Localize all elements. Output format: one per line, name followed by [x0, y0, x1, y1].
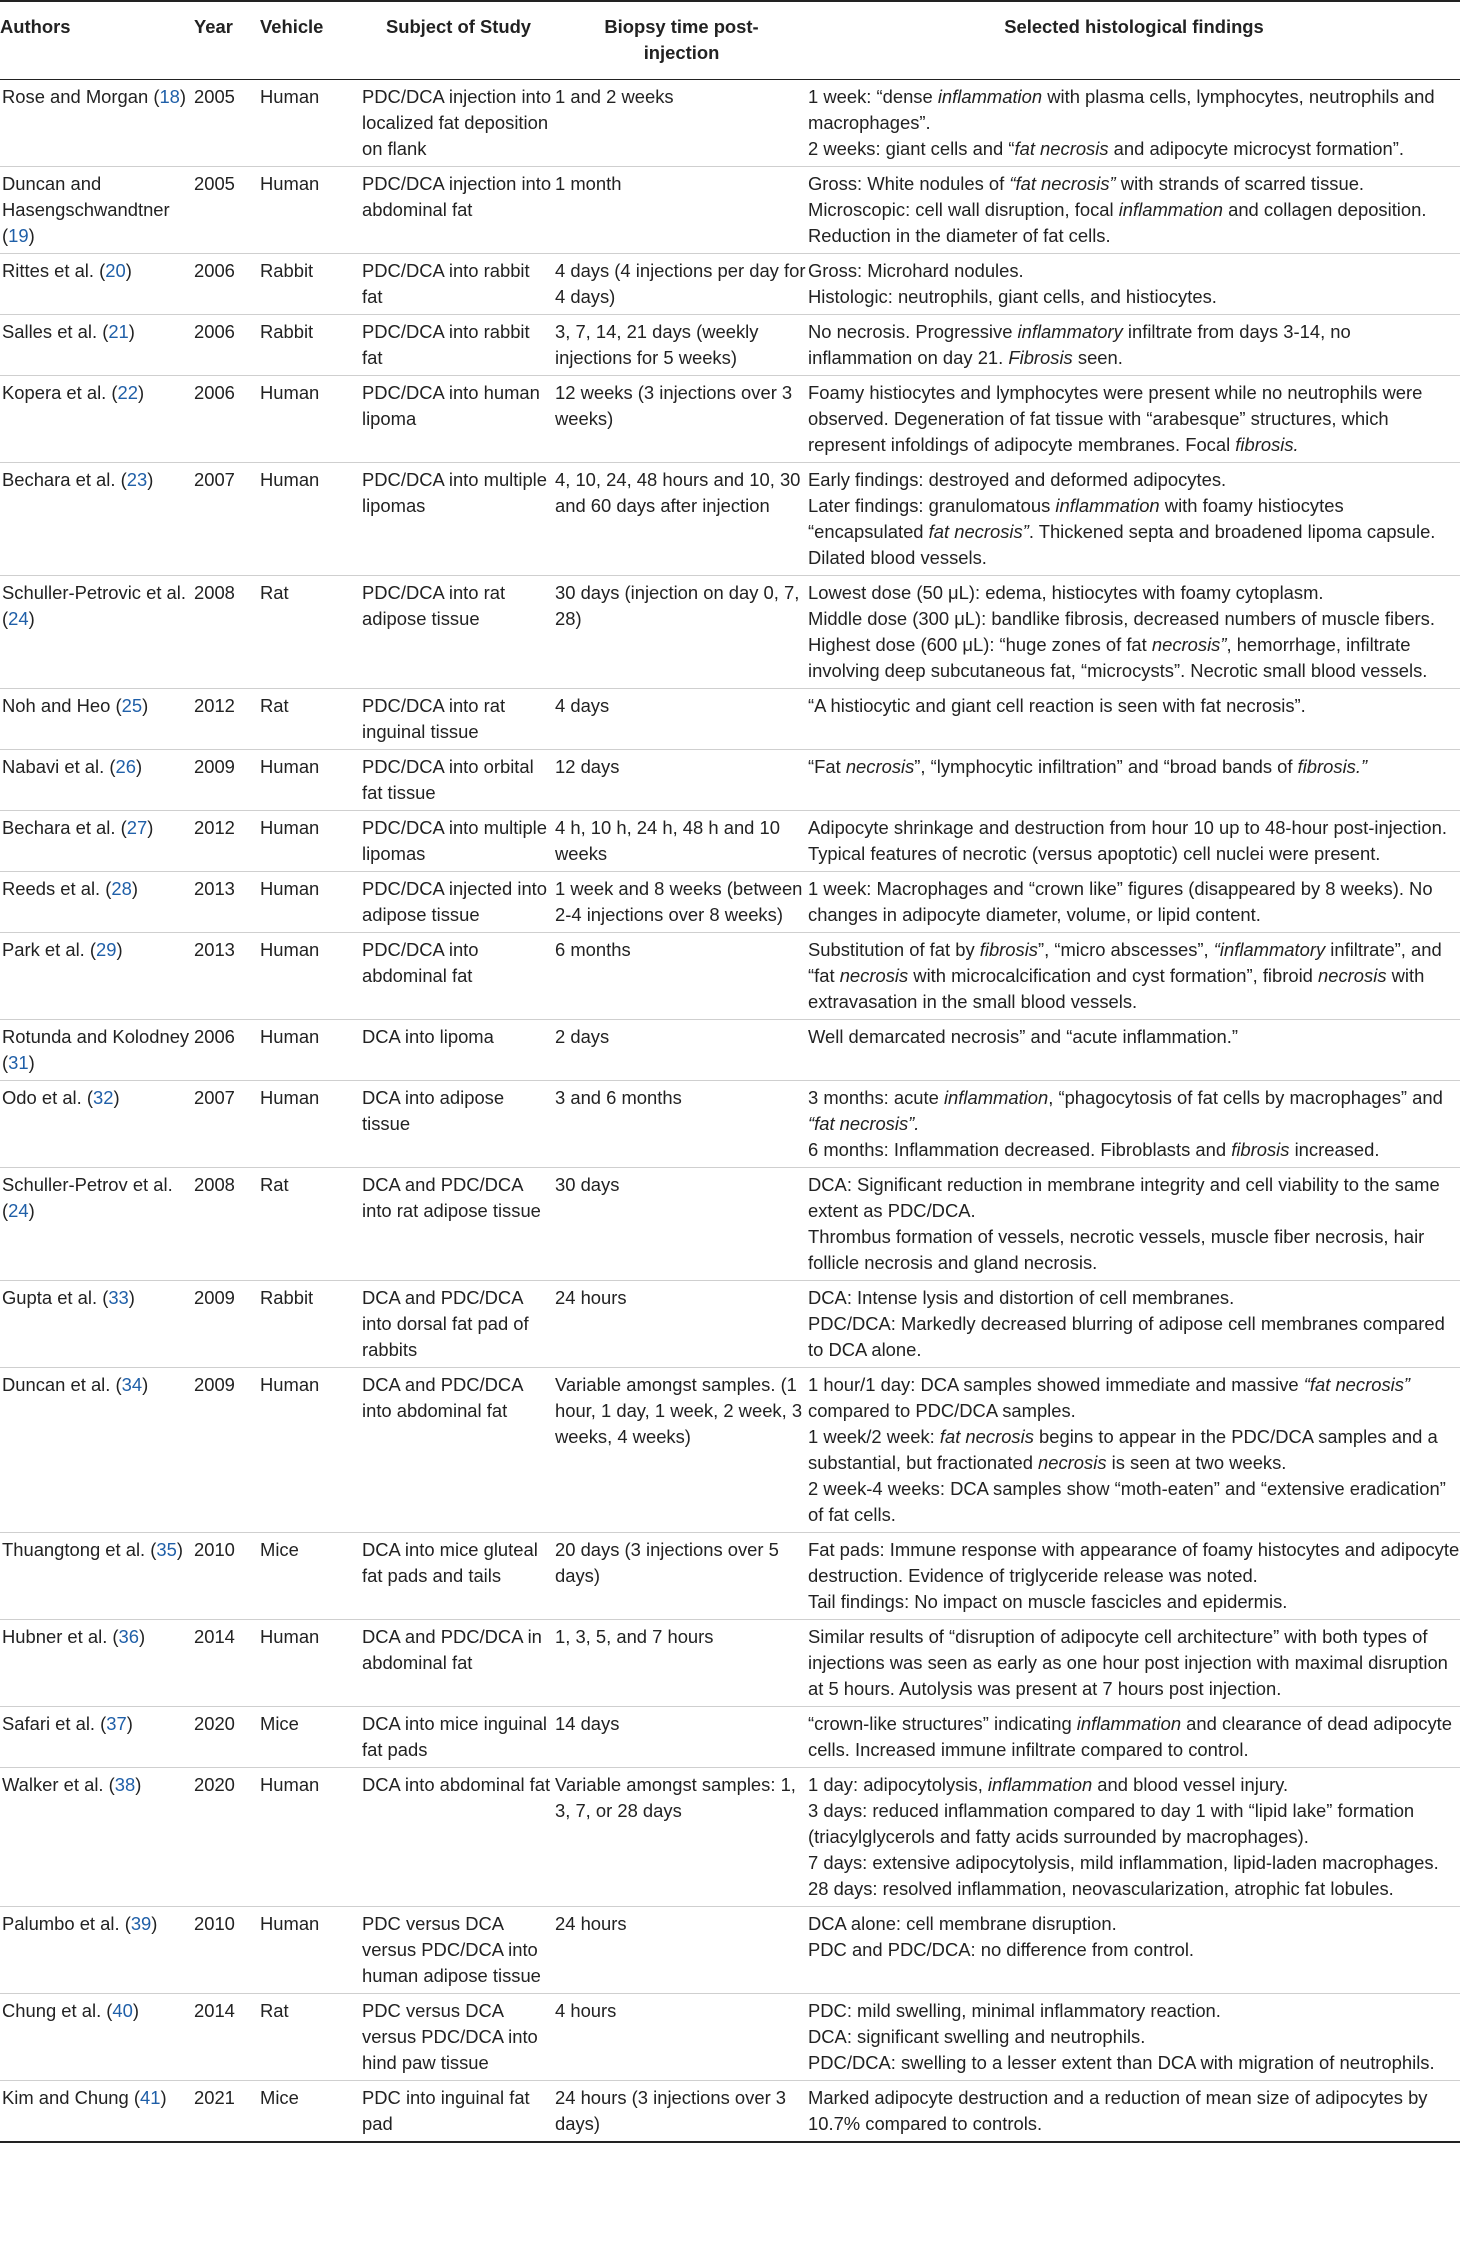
cell-authors: Chung et al. (40) [2, 2000, 140, 2021]
reference-link[interactable]: 39 [130, 1913, 152, 1934]
cell-year: 2012 [194, 695, 235, 716]
reference-link[interactable]: 40 [112, 2000, 133, 2021]
cell-authors: Reeds et al. (28) [2, 878, 138, 899]
cell-biopsy-time: 4 days [555, 695, 610, 716]
table-row [0, 1907, 1460, 1994]
finding-text: 6 months: Inflammation decreased. Fibroblasts and fibrosis increased. [808, 1139, 1380, 1160]
cell-findings [808, 1620, 1460, 1707]
cell-subject: PDC/DCA into multiple lipomas [362, 817, 547, 864]
author-text: Hubner et al. [2, 1626, 108, 1647]
author-text: Odo et al. [2, 1087, 82, 1108]
finding-text: 3 months: acute inflammation, “phagocytosis of fat cells by macrophages” and “fat necrosis”. [808, 1087, 1443, 1134]
cell-vehicle: Rat [260, 582, 289, 603]
cell-vehicle: Human [260, 382, 320, 403]
cell-vehicle: Human [260, 1087, 320, 1108]
finding-text: Microscopic: cell wall disruption, focal inflammation and collagen deposition. Reduction in the diameter of fat cells. [808, 199, 1427, 246]
cell-subject: PDC/DCA injected into adipose tissue [362, 878, 548, 925]
cell-vehicle: Human [260, 173, 320, 194]
cell-findings [808, 167, 1460, 254]
author-text: Kopera et al. [2, 382, 107, 403]
author-text: Thuangtong et al. [2, 1539, 146, 1560]
cell-authors: Odo et al. (32) [2, 1087, 120, 1108]
author-text: Rittes et al. [2, 260, 94, 281]
finding-text: Similar results of “disruption of adipocyte cell architecture” with both types of injections was seen as early as one hour post injection with maximal disruption at 5 hours. Autolysis was present at 7 hours post injection. [808, 1626, 1448, 1699]
finding-text: “crown-like structures” indicating inflammation and clearance of dead adipocyte cells. Increased immune infiltrate compared to control. [808, 1713, 1453, 1760]
cell-vehicle: Rat [260, 1174, 289, 1195]
finding-text: DCA alone: cell membrane disruption. [808, 1913, 1117, 1934]
finding-text: Marked adipocyte destruction and a reduction of mean size of adipocytes by 10.7% compared to controls. [808, 2087, 1428, 2134]
cell-year: 2014 [194, 2000, 235, 2021]
cell-authors: Palumbo et al. (39) [2, 1913, 158, 1934]
author-text: Gupta et al. [2, 1287, 98, 1308]
author-text: Bechara et al. [2, 469, 116, 490]
table-row [0, 376, 1460, 463]
table-row [0, 1020, 1460, 1081]
author-text: Rose and Morgan [2, 86, 149, 107]
cell-biopsy-time: 3, 7, 14, 21 days (weekly injections for 5 weeks) [555, 321, 759, 368]
reference-link[interactable]: 21 [108, 321, 129, 342]
reference-link[interactable]: 26 [115, 756, 136, 777]
finding-text: “A histiocytic and giant cell reaction is seen with fat necrosis”. [808, 695, 1306, 716]
cell-findings [808, 463, 1460, 576]
finding-text: 2 weeks: giant cells and “fat necrosis and adipocyte microcyst formation”. [808, 138, 1404, 159]
cell-subject: DCA into adipose tissue [362, 1087, 505, 1134]
reference-link[interactable]: 36 [118, 1626, 140, 1647]
cell-findings [808, 1281, 1460, 1368]
finding-text: DCA: significant swelling and neutrophils. [808, 2026, 1146, 2047]
cell-year: 2020 [194, 1774, 235, 1795]
finding-text: Lowest dose (50 μL): edema, histiocytes with foamy cytoplasm. [808, 582, 1324, 603]
cell-subject: DCA and PDC/DCA in abdominal fat [362, 1626, 542, 1673]
cell-findings [808, 2081, 1460, 2143]
cell-biopsy-time: 1 month [555, 173, 622, 194]
finding-text: Highest dose (600 μL): “huge zones of fat necrosis”, hemorrhage, infiltrate involving deep subcutaneous fat, “microcysts”. Necrotic small blood vessels. [808, 634, 1428, 681]
table-row [0, 1994, 1460, 2081]
reference-link[interactable]: 31 [8, 1052, 29, 1073]
cell-year: 2009 [194, 756, 235, 777]
cell-subject: PDC/DCA injection into localized fat deposition on flank [362, 86, 552, 159]
cell-authors: Schuller-Petrov et al. (24) [2, 1174, 173, 1221]
cell-vehicle: Human [260, 756, 320, 777]
finding-text: Fat pads: Immune response with appearance of foamy histocytes and adipocyte destruction. Evidence of triglyceride release was noted. [808, 1539, 1460, 1586]
finding-text: Foamy histiocytes and lymphocytes were present while no neutrophils were observed. Degeneration of fat tissue with “arabesque” structures, which represent infoldings of adipocyte membranes. Focal fibrosis. [808, 382, 1423, 455]
cell-authors: Rittes et al. (20) [2, 260, 132, 281]
author-text: Noh and Heo [2, 695, 111, 716]
cell-findings [808, 1907, 1460, 1994]
cell-biopsy-time: 20 days (3 injections over 5 days) [555, 1539, 779, 1586]
cell-subject: PDC/DCA into abdominal fat [362, 939, 479, 986]
cell-findings [808, 576, 1460, 689]
header-subject: Subject of Study [385, 16, 532, 37]
finding-text: 1 week: “dense inflammation with plasma cells, lymphocytes, neutrophils and macrophages”. [808, 86, 1435, 133]
cell-vehicle: Human [260, 1026, 320, 1047]
cell-year: 2008 [194, 582, 235, 603]
finding-text: Early findings: destroyed and deformed adipocytes. [808, 469, 1227, 490]
header-vehicle: Vehicle [260, 16, 324, 37]
cell-authors: Salles et al. (21) [2, 321, 135, 342]
finding-text: No necrosis. Progressive inflammatory infiltrate from days 3-14, no inflammation on day 21. Fibrosis seen. [808, 321, 1351, 368]
cell-subject: DCA into mice gluteal fat pads and tails [362, 1539, 538, 1586]
cell-subject: PDC/DCA into rabbit fat [362, 260, 530, 307]
table-row [0, 1368, 1460, 1533]
table-row [0, 1768, 1460, 1907]
cell-findings [808, 872, 1460, 933]
cell-biopsy-time: 30 days [555, 1174, 620, 1195]
author-text: Duncan and Hasengschwandtner [2, 173, 170, 220]
table-row [0, 750, 1460, 811]
finding-text: Middle dose (300 μL): bandlike fibrosis, decreased numbers of muscle fibers. [808, 608, 1435, 629]
finding-text: 1 week: Macrophages and “crown like” figures (disappeared by 8 weeks). No changes in adipocyte diameter, volume, or lipid content. [808, 878, 1433, 925]
cell-subject: PDC into inguinal fat pad [362, 2087, 530, 2134]
finding-text: PDC and PDC/DCA: no difference from control. [808, 1939, 1195, 1960]
reference-link[interactable]: 41 [140, 2087, 161, 2108]
table-row [0, 576, 1460, 689]
cell-year: 2007 [194, 469, 235, 490]
finding-text: 28 days: resolved inflammation, neovascularization, atrophic fat lobules. [808, 1878, 1394, 1899]
finding-text: 1 day: adipocytolysis, inflammation and blood vessel injury. [808, 1774, 1289, 1795]
cell-year: 2009 [194, 1374, 235, 1395]
cell-year: 2010 [194, 1539, 235, 1560]
cell-biopsy-time: 1 week and 8 weeks (between 2-4 injections over 8 weeks) [555, 878, 803, 925]
reference-link[interactable]: 22 [117, 382, 138, 403]
author-text: Schuller-Petrovic et al. [2, 582, 186, 603]
cell-subject: DCA and PDC/DCA into abdominal fat [362, 1374, 523, 1421]
cell-year: 2013 [194, 878, 235, 899]
cell-vehicle: Rabbit [260, 321, 314, 342]
author-text: Palumbo et al. [2, 1913, 120, 1934]
table-row [0, 1533, 1460, 1620]
finding-text: Tail findings: No impact on muscle fascicles and epidermis. [808, 1591, 1288, 1612]
header-authors: Authors [0, 16, 71, 37]
cell-authors: Duncan et al. (34) [2, 1374, 149, 1395]
cell-vehicle: Rabbit [260, 1287, 314, 1308]
finding-text: PDC: mild swelling, minimal inflammatory reaction. [808, 2000, 1221, 2021]
cell-biopsy-time: 4 days (4 injections per day for 4 days) [555, 260, 806, 307]
cell-vehicle: Rat [260, 2000, 289, 2021]
cell-authors: Thuangtong et al. (35) [2, 1539, 183, 1560]
cell-biopsy-time: 30 days (injection on day 0, 7, 28) [555, 582, 800, 629]
finding-text: Thrombus formation of vessels, necrotic vessels, muscle fiber necrosis, hair follicle necrosis and gland necrosis. [808, 1226, 1425, 1273]
reference-link[interactable]: 23 [126, 469, 148, 490]
table-row [0, 463, 1460, 576]
author-text: Rotunda and Kolodney [2, 1026, 190, 1047]
cell-vehicle: Human [260, 817, 320, 838]
finding-text: PDC/DCA: Markedly decreased blurring of adipose cell membranes compared to DCA alone. [808, 1313, 1445, 1360]
header-findings: Selected histological findings [1004, 16, 1264, 37]
cell-year: 2007 [194, 1087, 235, 1108]
header-year: Year [194, 16, 233, 37]
cell-subject: PDC/DCA into multiple lipomas [362, 469, 547, 516]
cell-authors: Walker et al. (38) [2, 1774, 142, 1795]
finding-text: DCA: Significant reduction in membrane integrity and cell viability to the same extent as PDC/DCA. [808, 1174, 1440, 1221]
cell-vehicle: Human [260, 86, 320, 107]
cell-biopsy-time: 6 months [555, 939, 631, 960]
cell-vehicle: Human [260, 939, 320, 960]
table-header-row [0, 1, 1460, 80]
cell-authors: Kopera et al. (22) [2, 382, 145, 403]
author-text: Park et al. [2, 939, 85, 960]
cell-findings [808, 1168, 1460, 1281]
cell-biopsy-time: 4, 10, 24, 48 hours and 10, 30 and 60 days after injection [555, 469, 801, 516]
cell-biopsy-time: 4 hours [555, 2000, 617, 2021]
finding-text: Later findings: granulomatous inflammation with foamy histiocytes “encapsulated fat necrosis”. Thickened septa and broadened lipoma capsule. Dilated blood vessels. [808, 495, 1436, 568]
cell-vehicle: Human [260, 469, 320, 490]
cell-subject: DCA into lipoma [362, 1026, 494, 1047]
cell-subject: DCA and PDC/DCA into rat adipose tissue [362, 1174, 541, 1221]
cell-year: 2021 [194, 2087, 235, 2108]
cell-authors: Rose and Morgan (18) [2, 86, 187, 107]
finding-text: PDC/DCA: swelling to a lesser extent than DCA with migration of neutrophils. [808, 2052, 1435, 2073]
reference-link[interactable]: 19 [8, 225, 29, 246]
cell-year: 2006 [194, 260, 235, 281]
cell-year: 2012 [194, 817, 235, 838]
cell-biopsy-time: 24 hours [555, 1287, 627, 1308]
cell-findings [808, 254, 1460, 315]
finding-text: 1 week/2 week: fat necrosis begins to appear in the PDC/DCA samples and a substantial, but fractionated necrosis is seen at two weeks. [808, 1426, 1438, 1473]
cell-vehicle: Rat [260, 695, 289, 716]
reference-link[interactable]: 32 [92, 1087, 114, 1108]
finding-text: Gross: White nodules of “fat necrosis” with strands of scarred tissue. [808, 173, 1365, 194]
finding-text: Gross: Microhard nodules. [808, 260, 1024, 281]
cell-year: 2005 [194, 173, 235, 194]
cell-year: 2006 [194, 321, 235, 342]
author-text: Duncan et al. [2, 1374, 111, 1395]
cell-vehicle: Human [260, 1774, 320, 1795]
author-text: Salles et al. [2, 321, 98, 342]
cell-findings [808, 1707, 1460, 1768]
reference-link[interactable]: 27 [126, 817, 148, 838]
cell-subject: PDC versus DCA versus PDC/DCA into human adipose tissue [362, 1913, 541, 1986]
cell-biopsy-time: Variable amongst samples: 1, 3, 7, or 28 days [555, 1774, 796, 1821]
finding-text: Substitution of fat by fibrosis”, “micro abscesses”, “inflammatory infiltrate”, and “fat necrosis with microcalcification and cyst formation”, fibroid necrosis with extravasation in the small blood vessels. [808, 939, 1442, 1012]
table-row [0, 80, 1460, 167]
table-body [0, 80, 1460, 2143]
cell-subject: DCA into mice inguinal fat pads [362, 1713, 548, 1760]
cell-authors: Schuller-Petrovic et al. (24) [2, 582, 186, 629]
cell-findings [808, 933, 1460, 1020]
author-text: Chung et al. [2, 2000, 102, 2021]
cell-year: 2010 [194, 1913, 235, 1934]
table-row [0, 1168, 1460, 1281]
author-text: Walker et al. [2, 1774, 104, 1795]
cell-subject: PDC/DCA injection into abdominal fat [362, 173, 552, 220]
cell-year: 2008 [194, 1174, 235, 1195]
cell-year: 2006 [194, 382, 235, 403]
cell-findings [808, 1020, 1460, 1081]
finding-text: 2 week-4 weeks: DCA samples show “moth-eaten” and “extensive eradication” of fat cells. [808, 1478, 1446, 1525]
reference-link[interactable]: 33 [108, 1287, 129, 1308]
table-row [0, 2081, 1460, 2143]
cell-findings [808, 1081, 1460, 1168]
cell-vehicle: Human [260, 1913, 320, 1934]
cell-findings [808, 1368, 1460, 1533]
cell-findings [808, 1994, 1460, 2081]
cell-year: 2009 [194, 1287, 235, 1308]
cell-subject: PDC versus DCA versus PDC/DCA into hind paw tissue [362, 2000, 538, 2073]
reference-link[interactable]: 18 [159, 86, 180, 107]
cell-year: 2020 [194, 1713, 235, 1734]
cell-authors: Noh and Heo (25) [2, 695, 149, 716]
reference-link[interactable]: 24 [8, 608, 29, 629]
table-row [0, 1081, 1460, 1168]
cell-vehicle: Human [260, 878, 320, 899]
cell-subject: PDC/DCA into rat adipose tissue [362, 582, 506, 629]
finding-text: 3 days: reduced inflammation compared to day 1 with “lipid lake” formation (triacylglycerols and fatty acids surrounded by macrophages). [808, 1800, 1415, 1847]
cell-authors: Park et al. (29) [2, 939, 123, 960]
table-row [0, 933, 1460, 1020]
reference-link[interactable]: 28 [111, 878, 132, 899]
author-text: Reeds et al. [2, 878, 101, 899]
finding-text: 7 days: extensive adipocytolysis, mild inflammation, lipid-laden macrophages. [808, 1852, 1439, 1873]
cell-findings [808, 1768, 1460, 1907]
reference-link[interactable]: 38 [114, 1774, 136, 1795]
cell-year: 2013 [194, 939, 235, 960]
cell-authors: Hubner et al. (36) [2, 1626, 146, 1647]
header-biopsy-time [555, 1, 808, 80]
cell-vehicle: Mice [260, 1713, 299, 1734]
cell-biopsy-time: 3 and 6 months [555, 1087, 682, 1108]
author-text: Bechara et al. [2, 817, 116, 838]
table-row [0, 1281, 1460, 1368]
cell-findings [808, 689, 1460, 750]
cell-authors: Bechara et al. (23) [2, 469, 154, 490]
cell-biopsy-time: 4 h, 10 h, 24 h, 48 h and 10 weeks [555, 817, 780, 864]
cell-year: 2006 [194, 1026, 235, 1047]
cell-vehicle: Human [260, 1626, 320, 1647]
reference-link[interactable]: 34 [121, 1374, 143, 1395]
reference-link[interactable]: 29 [96, 939, 117, 960]
cell-vehicle: Rabbit [260, 260, 314, 281]
cell-findings [808, 80, 1460, 167]
author-text: Schuller-Petrov et al. [2, 1174, 173, 1195]
reference-link[interactable]: 37 [106, 1713, 127, 1734]
cell-findings [808, 750, 1460, 811]
cell-findings [808, 1533, 1460, 1620]
cell-biopsy-time: 1, 3, 5, and 7 hours [555, 1626, 714, 1647]
finding-text: “Fat necrosis”, “lymphocytic infiltration” and “broad bands of fibrosis.” [808, 756, 1368, 777]
cell-subject: PDC/DCA into human lipoma [362, 382, 540, 429]
finding-text: DCA: Intense lysis and distortion of cell membranes. [808, 1287, 1235, 1308]
table-row [0, 1707, 1460, 1768]
cell-biopsy-time: 2 days [555, 1026, 610, 1047]
table-row [0, 254, 1460, 315]
finding-text: Well demarcated necrosis” and “acute inflammation.” [808, 1026, 1238, 1047]
cell-biopsy-time: Variable amongst samples. (1 hour, 1 day, 1 week, 2 week, 3 weeks, 4 weeks) [555, 1374, 803, 1447]
cell-findings [808, 811, 1460, 872]
finding-text: Adipocyte shrinkage and destruction from hour 10 up to 48-hour post-injection. Typical features of necrotic (versus apoptotic) cell nuclei were present. [808, 817, 1447, 864]
cell-subject: PDC/DCA into rabbit fat [362, 321, 530, 368]
cell-year: 2005 [194, 86, 235, 107]
reference-link[interactable]: 20 [105, 260, 126, 281]
cell-subject: DCA and PDC/DCA into dorsal fat pad of rabbits [362, 1287, 529, 1360]
reference-link[interactable]: 25 [121, 695, 143, 716]
cell-subject: PDC/DCA into rat inguinal tissue [362, 695, 506, 742]
author-text: Kim and Chung [2, 2087, 129, 2108]
cell-findings [808, 376, 1460, 463]
table-row [0, 811, 1460, 872]
table-row [0, 872, 1460, 933]
header-biopsy-time-text: Biopsy time post-injection [604, 16, 759, 63]
cell-vehicle: Human [260, 1374, 320, 1395]
cell-vehicle: Mice [260, 2087, 299, 2108]
cell-biopsy-time: 24 hours [555, 1913, 627, 1934]
cell-biopsy-time: 14 days [555, 1713, 620, 1734]
cell-authors: Bechara et al. (27) [2, 817, 154, 838]
cell-vehicle: Mice [260, 1539, 299, 1560]
finding-text: 1 hour/1 day: DCA samples showed immediate and massive “fat necrosis” compared to PDC/DCA samples. [808, 1374, 1411, 1421]
reference-link[interactable]: 24 [8, 1200, 29, 1221]
cell-year: 2014 [194, 1626, 235, 1647]
cell-subject: PDC/DCA into orbital fat tissue [362, 756, 534, 803]
finding-text: Histologic: neutrophils, giant cells, and histiocytes. [808, 286, 1217, 307]
cell-authors: Kim and Chung (41) [2, 2087, 167, 2108]
cell-findings [808, 315, 1460, 376]
cell-authors: Safari et al. (37) [2, 1713, 133, 1734]
table-row [0, 1620, 1460, 1707]
cell-authors: Duncan and Hasengschwandtner (19) [2, 173, 170, 246]
table-row [0, 315, 1460, 376]
cell-biopsy-time: 24 hours (3 injections over 3 days) [555, 2087, 787, 2134]
cell-biopsy-time: 12 weeks (3 injections over 3 weeks) [555, 382, 793, 429]
cell-subject: DCA into abdominal fat [362, 1774, 551, 1795]
table-row [0, 167, 1460, 254]
author-text: Nabavi et al. [2, 756, 105, 777]
cell-biopsy-time: 12 days [555, 756, 620, 777]
cell-authors: Gupta et al. (33) [2, 1287, 135, 1308]
cell-biopsy-time: 1 and 2 weeks [555, 86, 674, 107]
cell-authors: Rotunda and Kolodney (31) [2, 1026, 190, 1073]
author-text: Safari et al. [2, 1713, 96, 1734]
table-row [0, 689, 1460, 750]
cell-authors: Nabavi et al. (26) [2, 756, 143, 777]
reference-link[interactable]: 35 [156, 1539, 177, 1560]
